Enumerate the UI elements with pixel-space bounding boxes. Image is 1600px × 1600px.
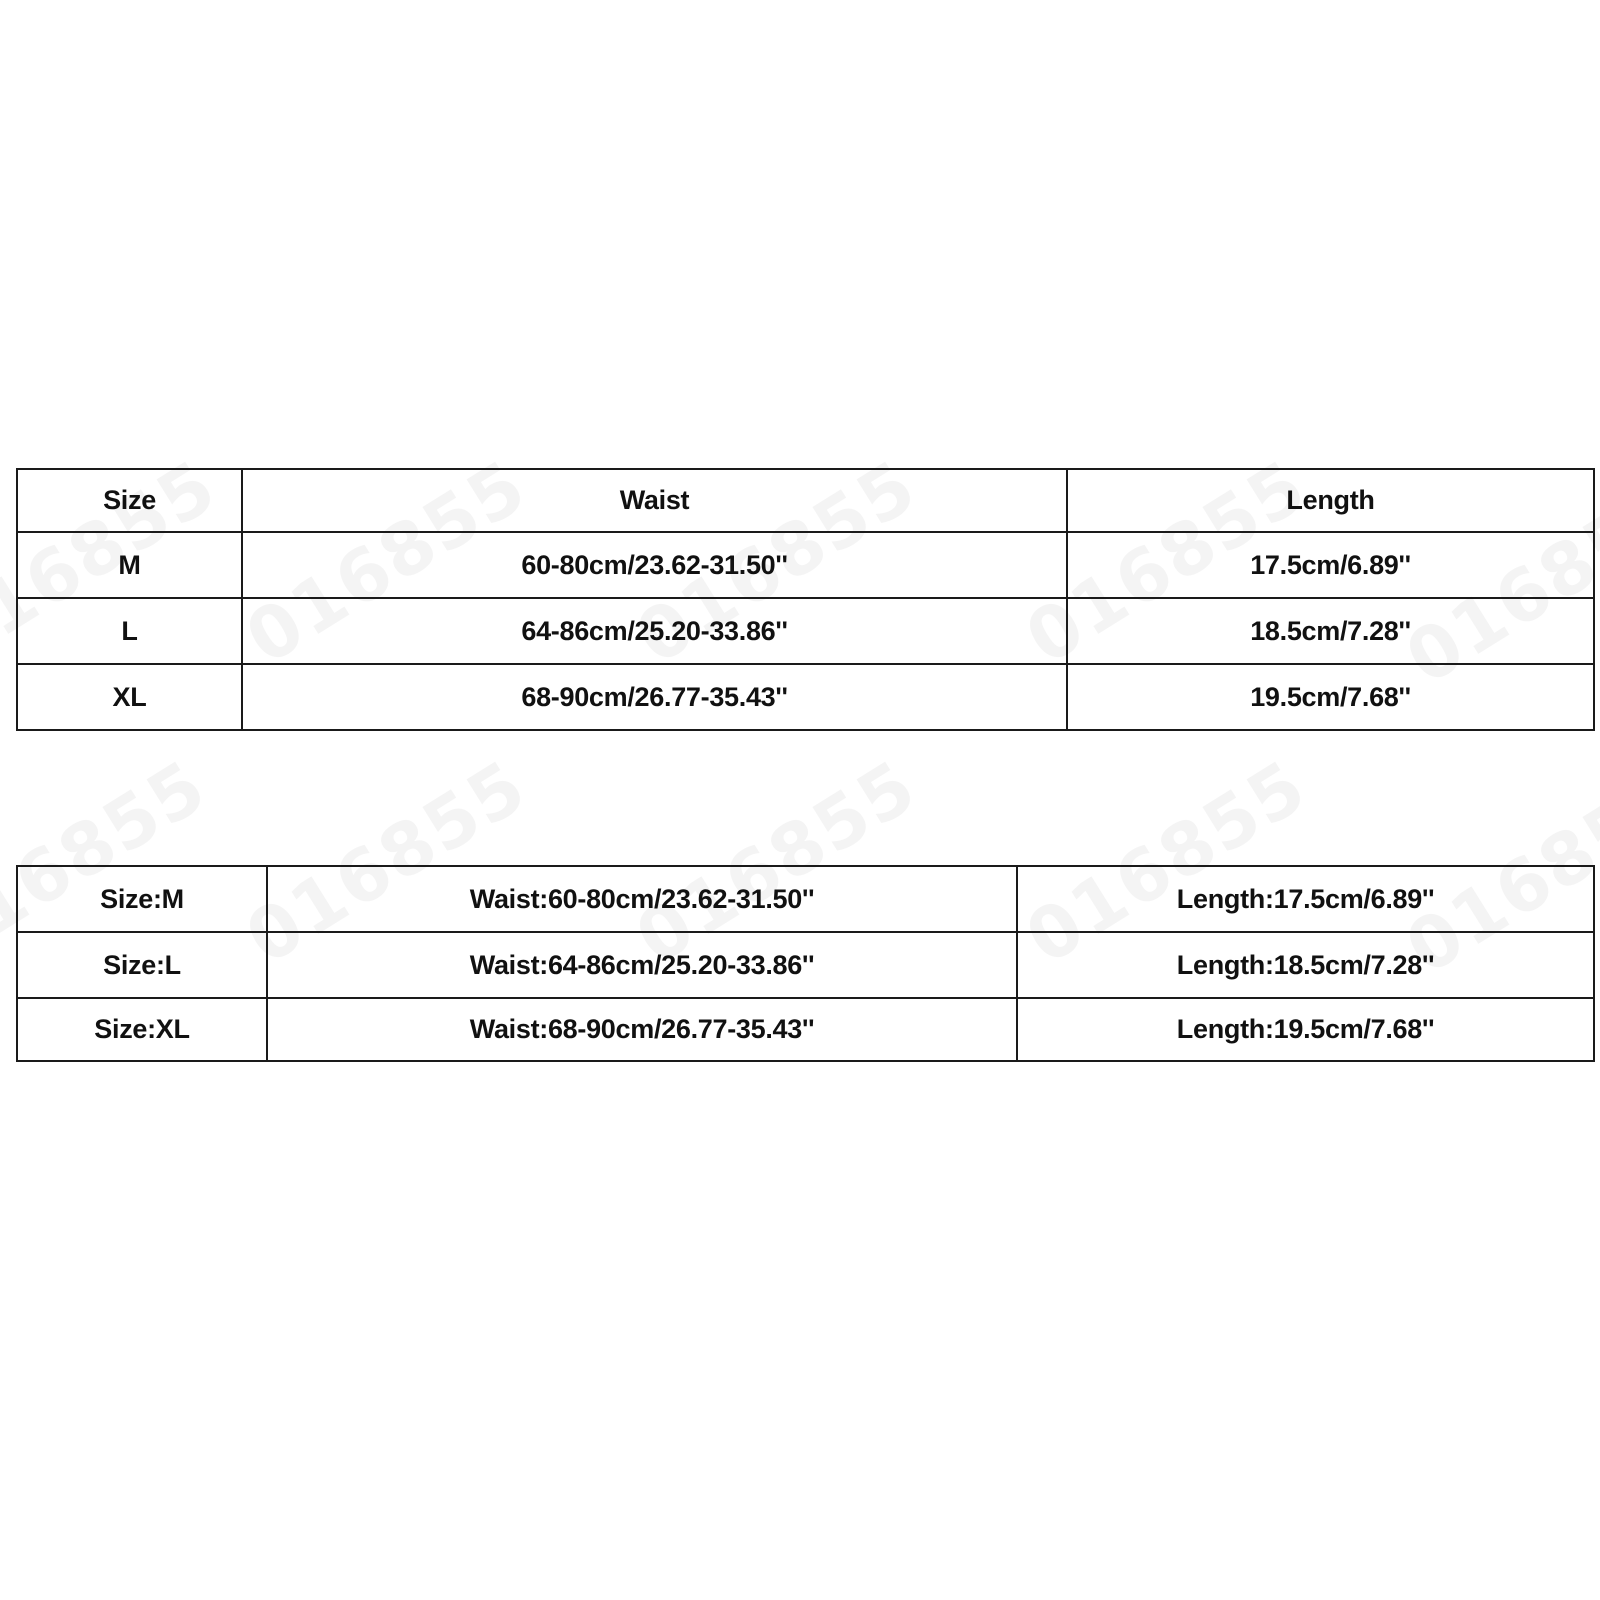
length-cell: Length:18.5cm/7.28'' (1017, 932, 1594, 998)
size-cell: XL (17, 664, 242, 730)
waist-cell: 60-80cm/23.62-31.50'' (242, 532, 1067, 598)
size-cell: L (17, 598, 242, 664)
length-cell: Length:19.5cm/7.68'' (1017, 998, 1594, 1061)
table-row (17, 998, 1594, 1061)
table-row (17, 664, 1594, 730)
header-size: Size (17, 469, 242, 532)
table-row (17, 532, 1594, 598)
length-cell: 17.5cm/6.89'' (1067, 532, 1594, 598)
waist-cell: 68-90cm/26.77-35.43'' (242, 664, 1067, 730)
length-cell: 18.5cm/7.28'' (1067, 598, 1594, 664)
table-header-row (17, 469, 1594, 532)
size-cell: Size:M (17, 866, 267, 932)
size-cell: Size:L (17, 932, 267, 998)
table-row (17, 932, 1594, 998)
waist-cell: 64-86cm/25.20-33.86'' (242, 598, 1067, 664)
size-cell: M (17, 532, 242, 598)
length-cell: 19.5cm/7.68'' (1067, 664, 1594, 730)
waist-cell: Waist:68-90cm/26.77-35.43'' (267, 998, 1017, 1061)
size-detail-table (16, 865, 1595, 1062)
header-waist: Waist (242, 469, 1067, 532)
size-cell: Size:XL (17, 998, 267, 1061)
table-row (17, 598, 1594, 664)
size-chart-table (16, 468, 1595, 731)
header-length: Length (1067, 469, 1594, 532)
waist-cell: Waist:64-86cm/25.20-33.86'' (267, 932, 1017, 998)
table-row (17, 866, 1594, 932)
waist-cell: Waist:60-80cm/23.62-31.50'' (267, 866, 1017, 932)
length-cell: Length:17.5cm/6.89'' (1017, 866, 1594, 932)
